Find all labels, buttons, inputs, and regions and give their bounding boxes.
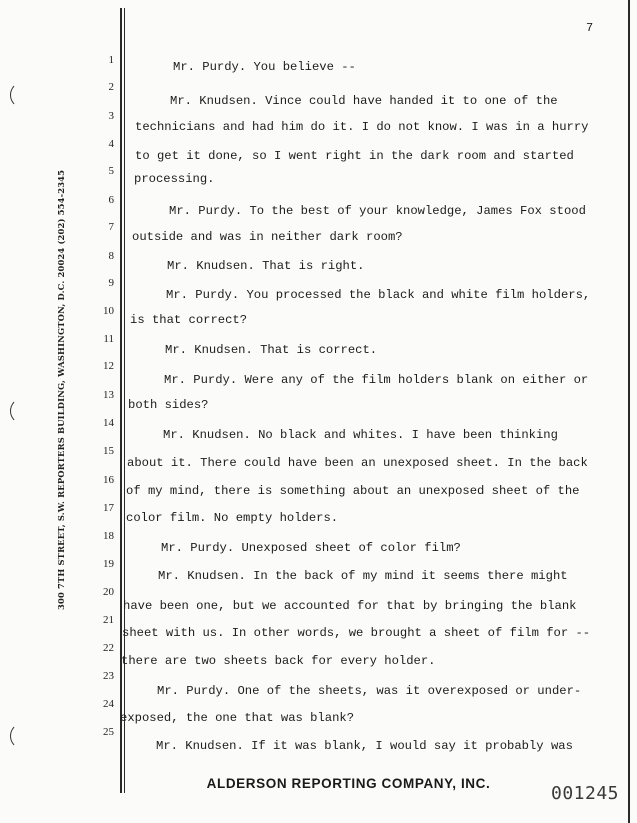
transcript-line: there are two sheets back for every holder. xyxy=(121,654,436,668)
line-number: 17 xyxy=(103,502,114,514)
line-number: 11 xyxy=(103,333,114,345)
transcript-page: 300 7TH STREET, S.W. REPORTERS BUILDING, WASHINGTON, D.C. 20024 (202) 554-2345 7 1 Mr. Purdy. You believe -- 2 Mr. Knudsen. Vince could have handed it to one of the 3 technicians and had him do it. I do not know. I was in a hurry 4 to get it done, so I went right in the dark room and started 5 processing. 6 Mr. Purdy. To the best of your knowledge, James Fox stood 7 outside and was in neither dark room? 8 Mr. Knudsen. That is right. 9 Mr. Purdy. You processed the black and white film holders, 10 is that correct? 11 Mr. Knudsen. That is correct. 12 Mr. Purdy. Were any of the film holders blank on either or 13 both sides? 14 Mr. Knudsen. No black and whites. I have been thinking 15 about it. There could have been an unexposed sheet. In the back 16 of my mind, there is something about an unexposed sheet of the 17 color film. No empty holders. 18 Mr. Purdy. Unexposed sheet of color film? 19 Mr. Knudsen. In the back of my mind it seems there might 20 have been one, but we accounted for that by bringing the blank 21 sheet with us. In other words, we brought a sheet of film for -- 22 there are two sheets back for every holder. 23 Mr. Purdy. One of the sheets, was it overexposed or under- 24 exposed, the one that was blank? 25 Mr. Knudsen. If it was blank, I would say it probably was ALDERSON REPORTING COMPANY, INC. 001245 xyxy=(0,0,637,823)
punch-hole-mark xyxy=(10,723,35,749)
transcript-line: Mr. Knudsen. That is right. xyxy=(167,259,365,273)
transcript-line: technicians and had him do it. I do not know. I was in a hurry xyxy=(135,120,589,134)
line-number: 15 xyxy=(103,445,114,457)
transcript-line: Mr. Purdy. Were any of the film holders blank on either or xyxy=(164,373,589,387)
line-number: 8 xyxy=(108,250,114,262)
transcript-line: of my mind, there is something about an unexposed sheet of the xyxy=(126,484,580,498)
footer-company: ALDERSON REPORTING COMPANY, INC. xyxy=(206,776,491,791)
transcript-line: Mr. Purdy. One of the sheets, was it overexposed or under- xyxy=(157,684,582,698)
transcript-line: Mr. Knudsen. In the back of my mind it seems there might xyxy=(158,569,568,583)
transcript-line: Mr. Purdy. You believe -- xyxy=(173,60,356,74)
transcript-line: Mr. Knudsen. If it was blank, I would say it probably was xyxy=(156,739,573,753)
line-number: 2 xyxy=(108,81,114,93)
transcript-line: Mr. Knudsen. No black and whites. I have been thinking xyxy=(163,428,558,442)
line-number: 18 xyxy=(103,530,114,542)
page-number: 7 xyxy=(586,21,594,35)
line-number: 14 xyxy=(103,417,114,429)
line-number: 24 xyxy=(103,698,114,710)
margin-rule-left-thin xyxy=(124,8,125,793)
transcript-line: Mr. Purdy. Unexposed sheet of color film? xyxy=(161,541,461,555)
transcript-line: processing. xyxy=(134,172,215,186)
transcript-line: Mr. Knudsen. Vince could have handed it to one of the xyxy=(170,94,558,108)
line-number: 25 xyxy=(103,726,114,738)
line-number: 16 xyxy=(103,474,114,486)
bates-number: 001245 xyxy=(551,783,620,804)
transcript-line: exposed, the one that was blank? xyxy=(120,711,355,725)
line-number: 13 xyxy=(103,389,114,401)
transcript-line: Mr. Purdy. You processed the black and white film holders, xyxy=(166,288,591,302)
transcript-line: Mr. Knudsen. That is correct. xyxy=(165,343,378,357)
line-number: 21 xyxy=(103,614,114,626)
transcript-line: outside and was in neither dark room? xyxy=(132,230,403,244)
transcript-line: about it. There could have been an unexposed sheet. In the back xyxy=(127,456,588,470)
transcript-line: color film. No empty holders. xyxy=(126,511,339,525)
punch-hole-mark xyxy=(10,82,35,108)
line-number: 22 xyxy=(103,642,114,654)
line-number: 9 xyxy=(108,277,114,289)
transcript-line: have been one, but we accounted for that by bringing the blank xyxy=(123,599,577,613)
line-number: 19 xyxy=(103,558,114,570)
line-number: 20 xyxy=(103,586,114,598)
line-number: 5 xyxy=(108,165,114,177)
margin-rule-left xyxy=(120,8,122,793)
margin-rule-right xyxy=(628,0,630,823)
punch-hole-mark xyxy=(10,398,35,424)
line-number: 4 xyxy=(108,138,114,150)
line-number: 7 xyxy=(108,221,114,233)
transcript-line: sheet with us. In other words, we brought a sheet of film for -- xyxy=(122,626,591,640)
line-number: 6 xyxy=(108,194,114,206)
line-number: 3 xyxy=(108,110,114,122)
transcript-line: Mr. Purdy. To the best of your knowledge, James Fox stood xyxy=(169,204,586,218)
transcript-line: both sides? xyxy=(128,398,209,412)
line-number: 10 xyxy=(103,305,114,317)
line-number: 12 xyxy=(103,360,114,372)
line-number: 23 xyxy=(103,670,114,682)
transcript-line: is that correct? xyxy=(130,313,248,327)
line-number: 1 xyxy=(108,54,114,66)
transcript-line: to get it done, so I went right in the dark room and started xyxy=(135,149,574,163)
